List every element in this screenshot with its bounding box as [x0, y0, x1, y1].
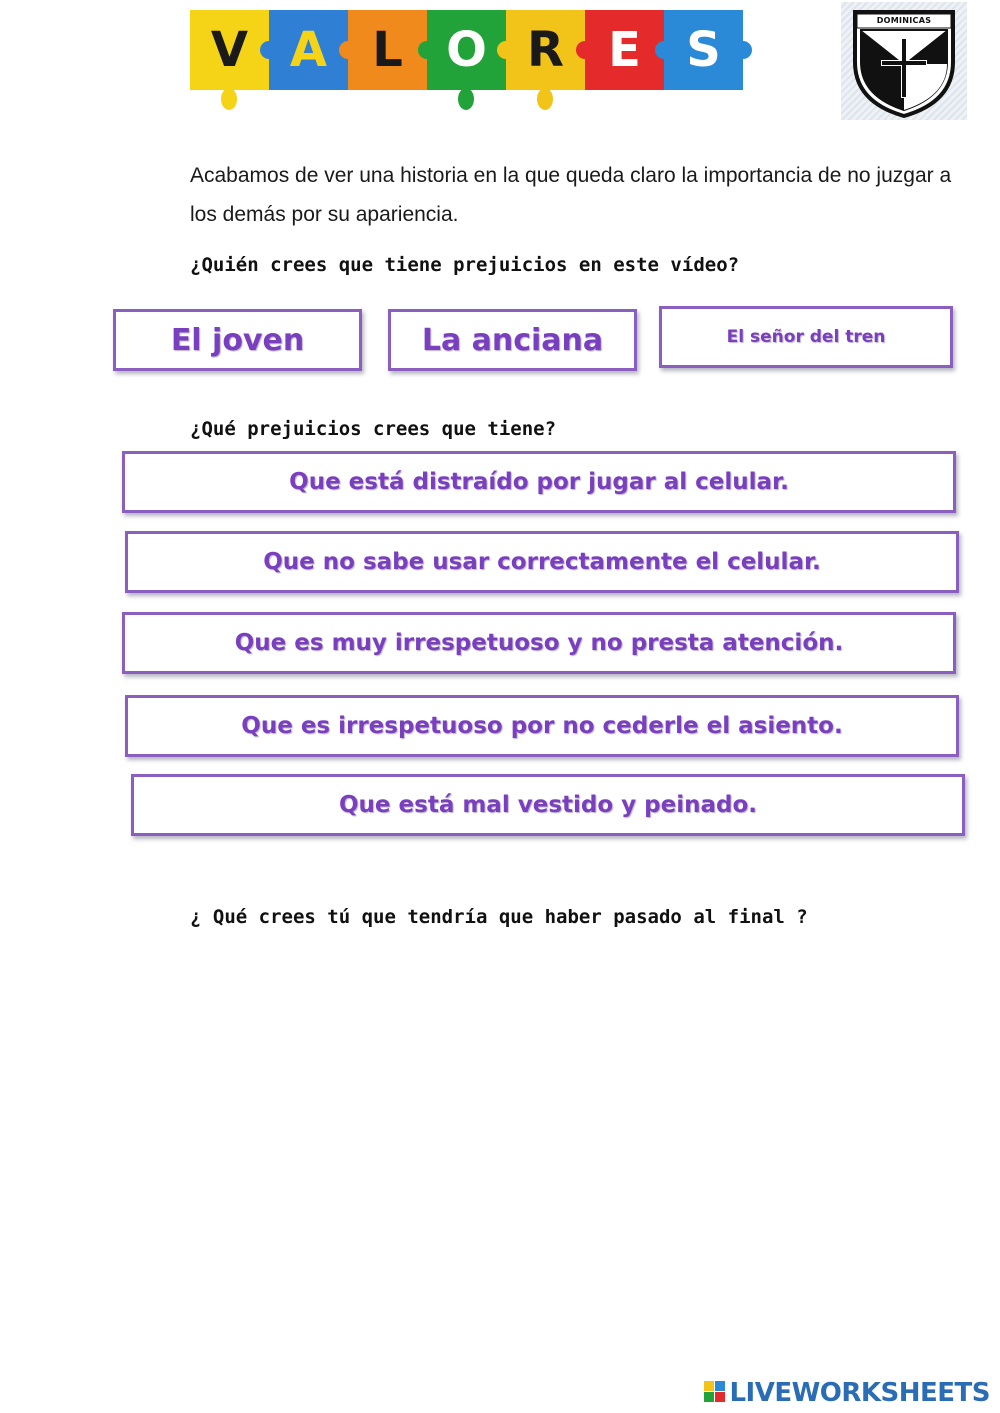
option-la-anciana[interactable]: La anciana	[388, 309, 637, 371]
puzzle-knob	[537, 88, 553, 110]
banner-letter: R	[527, 22, 564, 78]
puzzle-knob	[655, 41, 673, 59]
puzzle-knob	[221, 88, 237, 110]
option-mal-vestido[interactable]: Que está mal vestido y peinado.	[131, 774, 965, 836]
banner-letter: E	[608, 22, 641, 78]
logo-label: DOMINICAS	[876, 16, 932, 25]
option-no-cederle-asiento[interactable]: Que es irrespetuoso por no cederle el asiento.	[125, 695, 959, 757]
liveworksheets-brand: LIVEWORKSHEETS	[729, 1378, 990, 1408]
banner-tile-s	[664, 10, 743, 90]
option-muy-irrespetuoso[interactable]: Que es muy irrespetuoso y no presta atención.	[122, 612, 956, 674]
banner-letter: L	[372, 22, 403, 78]
banner-letter: A	[289, 22, 328, 78]
option-no-sabe-usar[interactable]: Que no sabe usar correctamente el celular.	[125, 531, 959, 593]
option-el-joven[interactable]: El joven	[113, 309, 362, 371]
banner-letter: O	[446, 22, 487, 78]
banner-tile-l	[348, 10, 427, 90]
liveworksheets-logo-icon	[704, 1381, 726, 1405]
puzzle-knob	[418, 41, 436, 59]
banner-tile-v	[190, 10, 269, 90]
question-who: ¿Quién crees que tiene prejuicios en este vídeo?	[190, 254, 740, 276]
puzzle-knob	[260, 41, 278, 59]
puzzle-knob	[734, 41, 752, 59]
puzzle-knob	[458, 88, 474, 110]
banner-tile-o	[427, 10, 506, 90]
puzzle-knob	[497, 41, 515, 59]
puzzle-knob	[576, 41, 594, 59]
banner-letter: S	[686, 22, 721, 78]
banner-tile-a	[269, 10, 348, 90]
banner-tile-r	[506, 10, 585, 90]
liveworksheets-footer	[704, 1378, 990, 1408]
intro-text: Acabamos de ver una historia en la que queda claro la importancia de no juzgar a los demás por su apariencia.	[190, 164, 952, 226]
dominicas-logo	[841, 2, 967, 120]
question-final: ¿ Qué crees tú que tendría que haber pasado al final ?	[190, 906, 808, 928]
banner-tile-e	[585, 10, 664, 90]
question-prejudice: ¿Qué prejuicios crees que tiene?	[190, 418, 557, 440]
valores-banner	[190, 10, 743, 110]
option-distraido[interactable]: Que está distraído por jugar al celular.	[122, 451, 956, 513]
option-el-senor-del-tren[interactable]: El señor del tren	[659, 306, 953, 368]
banner-letter: V	[210, 22, 249, 78]
puzzle-knob	[339, 41, 357, 59]
